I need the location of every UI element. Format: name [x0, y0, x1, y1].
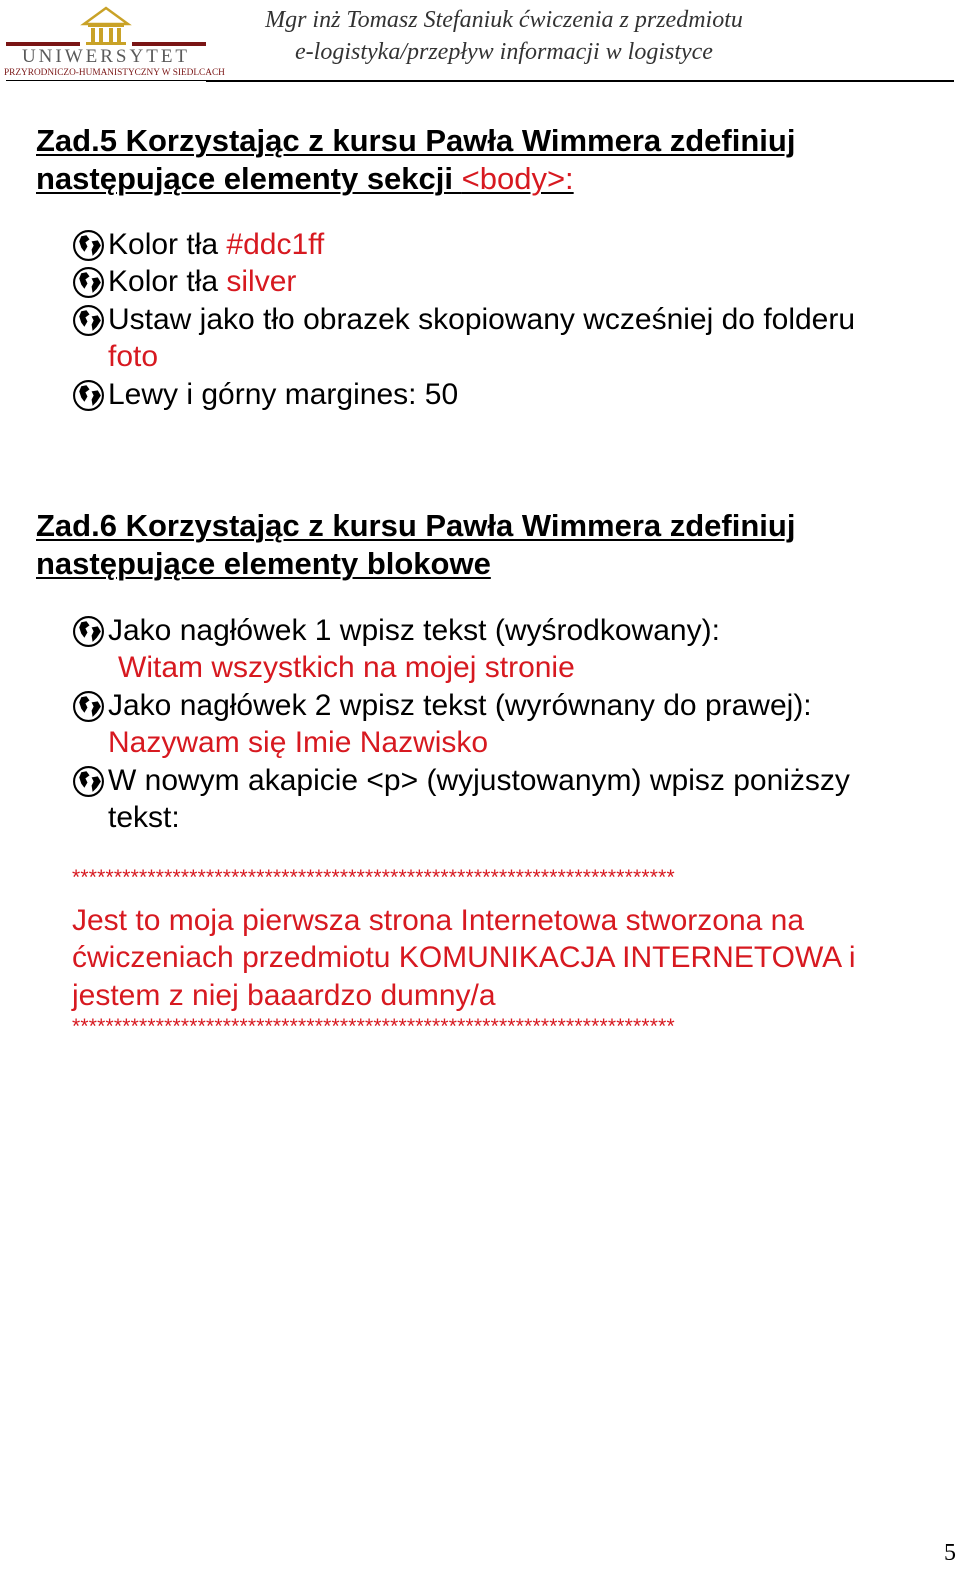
page-header — [0, 0, 960, 84]
zad6-item-1-value: Witam wszystkich na mojej stronie — [118, 651, 575, 684]
header-title-line1: Mgr inż Tomasz Stefaniuk ćwiczenia z przedmiotu — [265, 7, 743, 33]
item-value: #ddc1ff — [226, 228, 325, 261]
page-number: 5 — [944, 1540, 956, 1566]
zad5-item-2 — [108, 263, 296, 300]
zad5-heading-line1: Zad.5 Korzystając z kursu Pawła Wimmera zdefiniuj — [36, 123, 796, 158]
zad5-item-1 — [108, 226, 324, 263]
paragraph-line3: jestem z niej baaardzo dumny/a — [72, 979, 496, 1012]
zad6-item-2: Jako nagłówek 2 wpisz tekst (wyrównany do prawej): — [108, 689, 812, 722]
globe-bullet-icon — [72, 229, 105, 262]
item-text: Kolor tła — [108, 265, 227, 298]
body-tag-code: <body>: — [461, 161, 574, 196]
stars-separator-bottom: ************************************************************************ — [72, 1015, 675, 1038]
zad6-item-3: W nowym akapicie <p> (wyjustowanym) wpisz poniższy — [108, 764, 850, 797]
logo-wordmark: UNIWERSYTET — [21, 46, 191, 67]
globe-bullet-icon — [72, 765, 105, 798]
globe-bullet-icon — [72, 690, 105, 723]
logo-subtitle: PRZYRODNICZO-HUMANISTYCZNY W SIEDLCACH — [4, 68, 225, 78]
header-rule-left — [6, 80, 206, 81]
header-title-line2: e-logistyka/przepływ informacji w logistyce — [295, 39, 713, 65]
globe-bullet-icon — [72, 266, 105, 299]
zad5-heading-line2 — [36, 160, 574, 198]
zad6-heading-line2: następujące elementy blokowe — [36, 546, 491, 581]
globe-bullet-icon — [72, 615, 105, 648]
paragraph-line2: ćwiczeniach przedmiotu KOMUNIKACJA INTERNETOWA i — [72, 941, 856, 974]
stars-separator-top: ************************************************************************ — [72, 866, 675, 889]
zad5-heading-text: następujące elementy sekcji — [36, 161, 462, 196]
zad5-item-3-value: foto — [108, 340, 159, 373]
globe-bullet-icon — [72, 379, 105, 412]
paragraph-line1: Jest to moja pierwsza strona Internetowa stworzona na — [72, 904, 805, 937]
zad6-heading-line1: Zad.6 Korzystając z kursu Pawła Wimmera zdefiniuj — [36, 508, 796, 543]
zad6-item-2-value: Nazywam się Imie Nazwisko — [108, 726, 489, 759]
zad6-item-1: Jako nagłówek 1 wpisz tekst (wyśrodkowany): — [108, 614, 720, 647]
zad6-item-3-line2: tekst: — [108, 801, 180, 834]
item-text: Kolor tła — [108, 228, 227, 261]
zad5-item-4: Lewy i górny margines: 50 — [108, 378, 459, 411]
item-value: silver — [226, 265, 297, 298]
header-rule — [206, 80, 954, 82]
globe-bullet-icon — [72, 304, 105, 337]
zad5-item-3: Ustaw jako tło obrazek skopiowany wcześniej do folderu — [108, 303, 856, 336]
header-title — [224, 4, 784, 68]
